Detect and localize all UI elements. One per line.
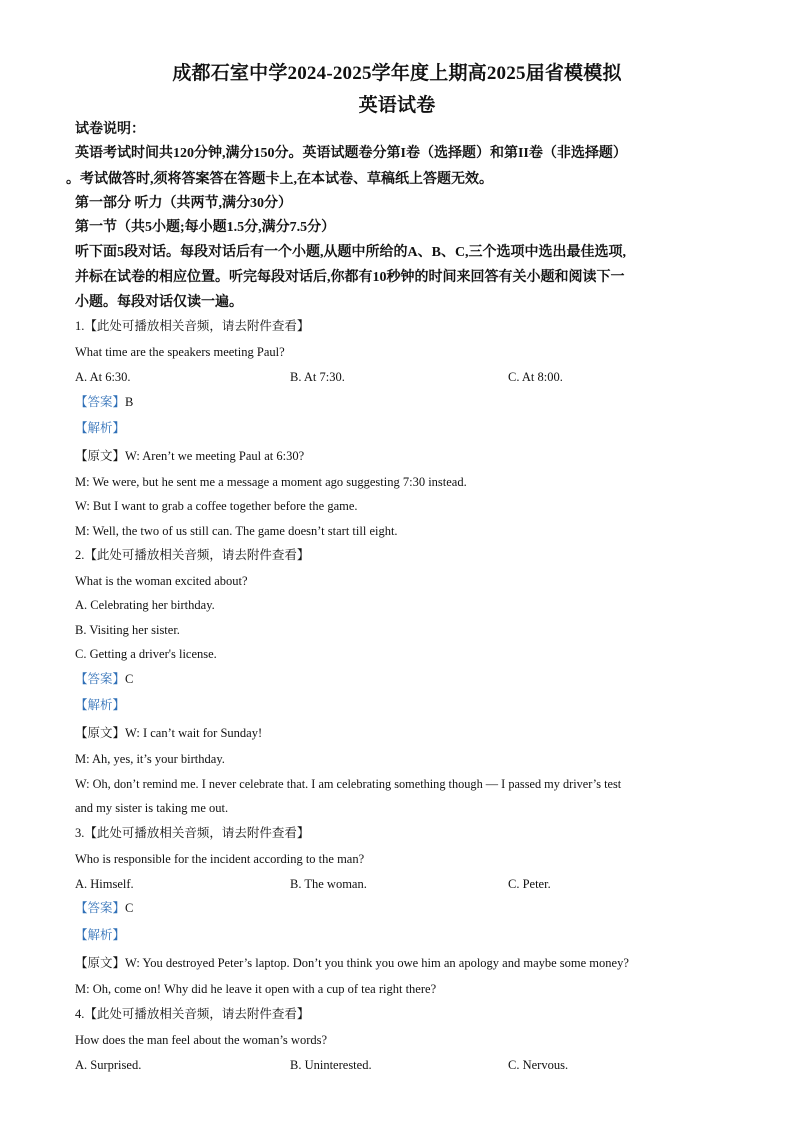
- question-3-option-c: C. Peter.: [508, 877, 551, 891]
- question-1-header: 1.【此处可播放相关音频，请去附件查看】: [75, 319, 310, 333]
- answer-label: 【答案】: [75, 901, 126, 915]
- answer-value: B: [125, 395, 134, 409]
- question-2-answer: [75, 671, 735, 687]
- question-1-analysis-label: 【解析】: [75, 421, 126, 435]
- question-3-answer: [75, 900, 735, 916]
- question-3-transcript-line-1: [75, 955, 735, 971]
- instructions-heading: 试卷说明：: [75, 122, 145, 137]
- question-1-transcript-line-4: M: Well, the two of us still can. The game doesn’t start till eight.: [75, 524, 398, 538]
- question-3-transcript-line-2: M: Oh, come on! Why did he leave it open with a cup of tea right there?: [75, 982, 437, 996]
- question-2-analysis-label: 【解析】: [75, 698, 126, 712]
- original-label: 【原文】: [75, 449, 126, 463]
- answer-value: C: [125, 672, 134, 686]
- question-3-header: 3.【此处可播放相关音频，请去附件查看】: [75, 826, 310, 840]
- question-1-answer: [75, 394, 735, 410]
- question-3-analysis-label: 【解析】: [75, 928, 126, 942]
- instructions-line-2: 。考试做答时,须将答案答在答题卡上,在本试卷、草稿纸上答题无效。: [66, 172, 493, 187]
- question-4-header: 4.【此处可播放相关音频，请去附件查看】: [75, 1007, 310, 1021]
- question-4-option-b: B. Uninterested.: [290, 1058, 372, 1072]
- question-1-option-a: A. At 6:30.: [75, 370, 131, 384]
- question-1-option-b: B. At 7:30.: [290, 370, 345, 384]
- question-2-transcript-line-4: and my sister is taking me out.: [75, 801, 229, 815]
- answer-label: 【答案】: [75, 395, 126, 409]
- directions-line-2: 并标在试卷的相应位置。听完每段对话后,你都有10秒钟的时间来回答有关小题和阅读下一: [75, 270, 625, 285]
- question-4-option-c: C. Nervous.: [508, 1058, 569, 1072]
- question-2-option-c: C. Getting a driver's license.: [75, 647, 217, 661]
- exam-title: 成都石室中学2024-2025学年度上期高2025届省模模拟: [172, 63, 622, 84]
- question-2-option-b: B. Visiting her sister.: [75, 623, 180, 637]
- question-3-stem: Who is responsible for the incident according to the man?: [75, 852, 365, 866]
- transcript-text: W: You destroyed Peter’s laptop. Don’t you think you owe him an apology and maybe some money?: [125, 956, 629, 970]
- original-label: 【原文】: [75, 956, 126, 970]
- question-2-stem: What is the woman excited about?: [75, 574, 248, 588]
- question-1-transcript-line-2: M: We were, but he sent me a message a moment ago suggesting 7:30 instead.: [75, 475, 467, 489]
- section-one-heading: 第一节（共5小题;每小题1.5分,满分7.5分）: [75, 220, 336, 235]
- question-1-option-c: C. At 8:00.: [508, 370, 563, 384]
- transcript-text: W: I can’t wait for Sunday!: [125, 726, 263, 740]
- question-2-transcript-line-3: W: Oh, don’t remind me. I never celebrate that. I am celebrating something though — I passed my driver’s test: [75, 777, 622, 791]
- directions-line-1: 听下面5段对话。每段对话后有一个小题,从题中所给的A、B、C,三个选项中选出最佳选项,: [75, 245, 627, 260]
- answer-value: C: [125, 901, 134, 915]
- question-2-option-a: A. Celebrating her birthday.: [75, 598, 215, 612]
- transcript-text: W: Aren’t we meeting Paul at 6:30?: [125, 449, 305, 463]
- question-2-transcript-line-1: [75, 725, 735, 741]
- question-2-transcript-line-2: M: Ah, yes, it’s your birthday.: [75, 752, 225, 766]
- exam-subtitle: 英语试卷: [358, 95, 436, 116]
- instructions-line-1: 英语考试时间共120分钟,满分150分。英语试题卷分第I卷（选择题）和第II卷（非选择题）: [75, 146, 627, 161]
- original-label: 【原文】: [75, 726, 126, 740]
- question-4-stem: How does the man feel about the woman’s words?: [75, 1033, 328, 1047]
- question-3-option-b: B. The woman.: [290, 877, 367, 891]
- directions-line-3: 小题。每段对话仅读一遍。: [75, 295, 243, 310]
- answer-label: 【答案】: [75, 672, 126, 686]
- question-3-option-a: A. Himself.: [75, 877, 134, 891]
- question-1-transcript-line-1: [75, 448, 735, 464]
- question-1-stem: What time are the speakers meeting Paul?: [75, 345, 285, 359]
- question-1-transcript-line-3: W: But I want to grab a coffee together before the game.: [75, 499, 358, 513]
- question-4-option-a: A. Surprised.: [75, 1058, 142, 1072]
- question-2-header: 2.【此处可播放相关音频，请去附件查看】: [75, 548, 310, 562]
- part-one-heading: 第一部分 听力（共两节,满分30分）: [75, 196, 292, 211]
